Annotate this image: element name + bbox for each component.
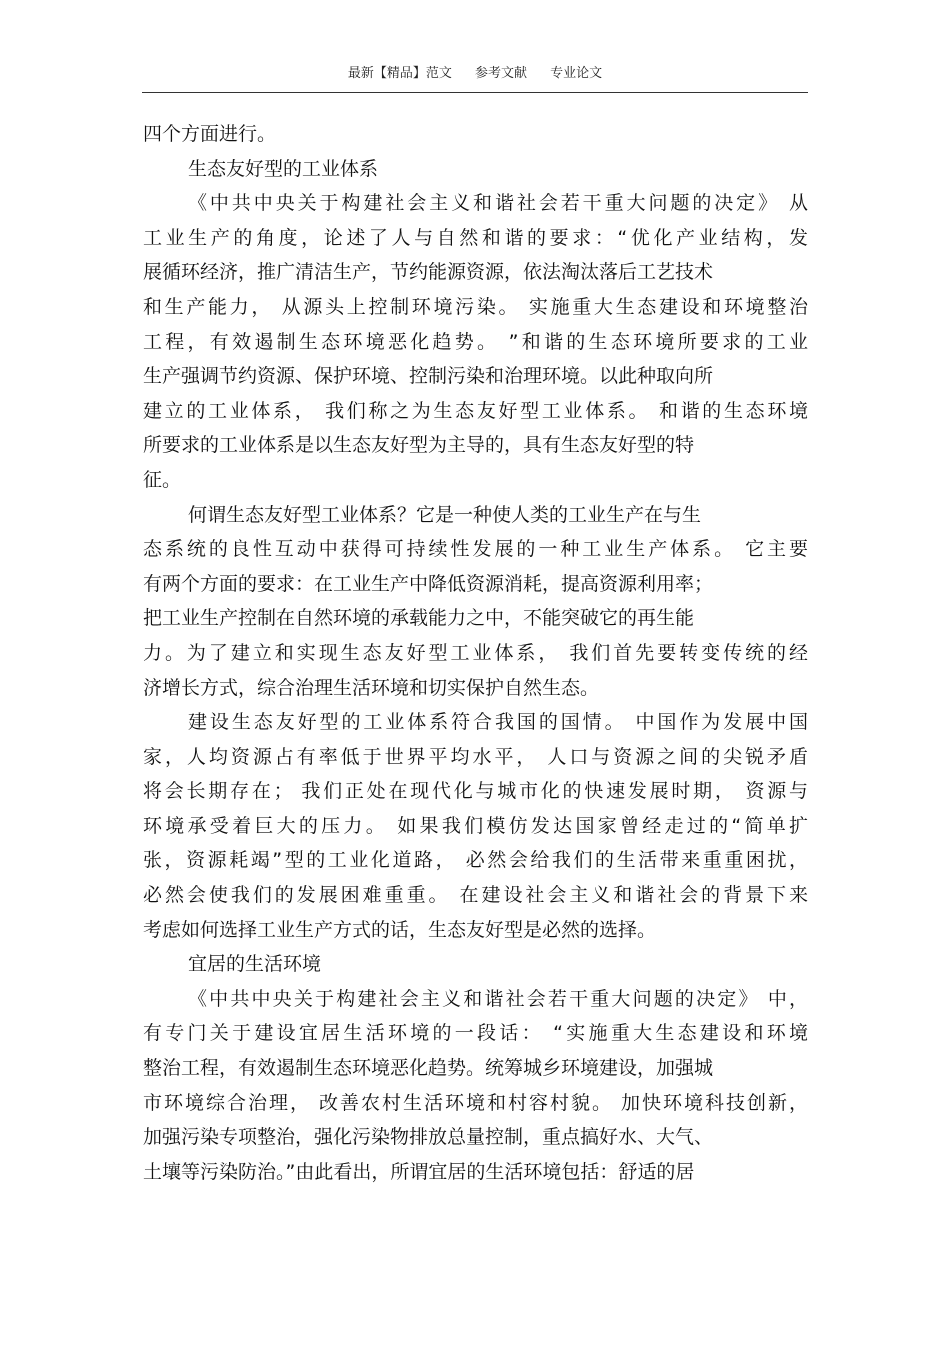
text-line: 家，人均资源占有率低于世界平均水平， 人口与资源之间的尖锐矛盾 [143, 745, 808, 768]
text-line: 将会长期存在； 我们正处在现代化与城市化的快速发展时期， 资源与 [143, 780, 808, 803]
text-line: 力。为了建立和实现生态友好型工业体系， 我们首先要转变传统的经 [143, 641, 808, 664]
text-line: 必然会使我们的发展困难重重。 在建设社会主义和谐社会的背景下来 [143, 884, 808, 907]
text-line: 工业生产的角度，论述了人与自然和谐的要求：“优化产业结构，发 [143, 226, 808, 249]
text-line: 所要求的工业体系是以生态友好型为主导的，具有生态友好型的特 [143, 434, 695, 457]
body-text [143, 117, 808, 1189]
header-item-references: 参考文献 [474, 66, 527, 81]
text-line: 宜居的生活环境 [188, 953, 322, 976]
text-line: 和生产能力， 从源头上控制环境污染。 实施重大生态建设和环境整治 [143, 295, 808, 318]
text-line: 有两个方面的要求：在工业生产中降低资源消耗，提高资源利用率； [143, 572, 714, 595]
header-item-papers: 专业论文 [550, 66, 603, 81]
text-line: 生态友好型的工业体系 [188, 157, 379, 180]
text-line: 《中共中央关于构建社会主义和谐社会若干重大问题的决定》 中， [188, 987, 808, 1010]
page-header [142, 62, 808, 93]
text-line: 态系统的良性互动中获得可持续性发展的一种工业生产体系。 它主要 [143, 538, 808, 561]
text-line: 有专门关于建设宜居生活环境的一段话： “实施重大生态建设和环境 [143, 1022, 808, 1045]
text-line: 何谓生态友好型工业体系？它是一种使人类的工业生产在与生 [188, 503, 702, 526]
text-line: 市环境综合治理， 改善农村生活环境和村容村貌。 加快环境科技创新， [143, 1091, 808, 1114]
header-item-featured: 最新【精品】范文 [347, 66, 452, 81]
text-line: 征。 [143, 468, 182, 491]
text-line: 把工业生产控制在自然环境的承载能力之中，不能突破它的再生能 [143, 607, 695, 630]
text-line: 建立的工业体系， 我们称之为生态友好型工业体系。 和谐的生态环境 [143, 399, 808, 422]
text-line: 四个方面进行。 [143, 123, 277, 145]
text-line: 整治工程，有效遏制生态环境恶化趋势。统筹城乡环境建设，加强城 [143, 1057, 714, 1080]
text-line: 工程，有效遏制生态环境恶化趋势。 ”和谐的生态环境所要求的工业 [143, 330, 808, 353]
text-line: 展循环经济，推广清洁生产，节约能源资源，依法淘汰落后工艺技术 [143, 261, 714, 284]
text-line: 加强污染专项整治，强化污染物排放总量控制，重点搞好水、大气、 [143, 1126, 714, 1149]
text-line: 《中共中央关于构建社会主义和谐社会若干重大问题的决定》 从 [188, 192, 808, 215]
text-line: 建设生态友好型的工业体系符合我国的国情。 中国作为发展中国 [188, 711, 808, 734]
text-line: 生产强调节约资源、保护环境、控制污染和治理环境。以此种取向所 [143, 365, 714, 388]
text-line: 环境承受着巨大的压力。 如果我们模仿发达国家曾经走过的“简单扩 [143, 814, 808, 837]
text-line: 张，资源耗竭”型的工业化道路， 必然会给我们的生活带来重重困扰， [143, 849, 808, 872]
text-line: 土壤等污染防治。”由此看出，所谓宜居的生活环境包括：舒适的居 [143, 1160, 695, 1183]
text-line: 济增长方式，综合治理生活环境和切实保护自然生态。 [143, 676, 600, 699]
text-line: 考虑如何选择工业生产方式的话，生态友好型是必然的选择。 [143, 918, 657, 941]
